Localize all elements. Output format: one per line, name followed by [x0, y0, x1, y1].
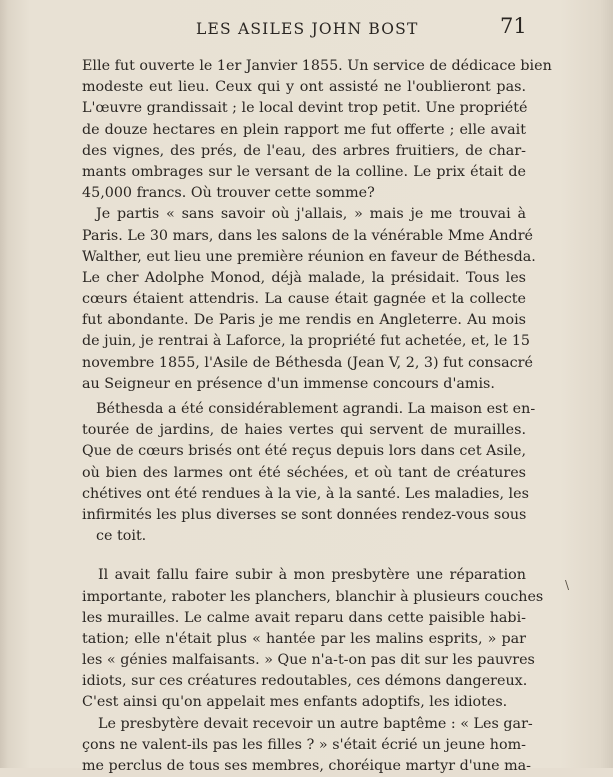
text-line: tourée de jardins, de haies vertes qui servent de murailles. [82, 422, 526, 439]
text-line: cœurs étaient attendris. La cause était gagnée et la collecte [82, 291, 526, 308]
text-line: Le presbytère devait recevoir un autre baptême : « Les gar- [98, 715, 533, 732]
body-text [82, 56, 552, 777]
text-line: les « génies malfaisants. » Que n'a-t-on pas dit sur les pauvres [82, 652, 535, 669]
text-line: ce toit. [96, 528, 147, 545]
text-line: çons ne valent-ils pas les filles ? » s'était écrié un jeune hom- [82, 736, 526, 753]
text-line: L'œuvre grandissait ; le local devint trop petit. Une propriété [82, 100, 528, 117]
text-line: C'est ainsi qu'on appelait mes enfants adoptifs, les idiotes. [82, 694, 508, 711]
text-line: les murailles. Le calme avait reparu dans cette paisible habi- [82, 609, 526, 626]
paragraph-4 [82, 565, 544, 713]
paragraph-5 [82, 714, 533, 777]
section-gap [82, 547, 526, 565]
text-line: chétives ont été rendues à la vie, à la santé. Les maladies, les [82, 485, 529, 502]
text-line: idiots, sur ces créatures redoutables, ces démons dangereux. [82, 673, 528, 690]
text-line: novembre 1855, l'Asile de Béthesda (Jean V, 2, 3) fut consacré [82, 354, 533, 371]
text-line: où bien des larmes ont été séchées, et où tant de créatures [82, 464, 526, 481]
text-line: importante, raboter les planchers, blanchir à plusieurs couches [82, 588, 544, 605]
text-line: Il avait fallu faire subir à mon presbytère une réparation [98, 567, 526, 584]
text-line: 45,000 francs. Où trouver cette somme? [82, 185, 375, 202]
text-line: modeste eut lieu. Ceux qui y ont assisté ne l'oublieront pas. [82, 79, 526, 96]
text-line: mants ombrages sur le versant de la colline. Le prix était de [82, 163, 526, 180]
text-line: infirmités les plus diverses se sont données rendez-vous sous [82, 506, 527, 523]
paragraph-1 [82, 56, 552, 204]
paragraph-3 [82, 399, 536, 547]
text-line: Le cher Adolphe Monod, déjà malade, la présidait. Tous les [82, 269, 526, 286]
text-line: Elle fut ouverte le 1er Janvier 1855. Un service de dédicace bien [82, 58, 552, 74]
running-head-title: LES ASILES JOHN BOST [196, 20, 419, 38]
text-line: tation; elle n'était plus « hantée par les malins esprits, » par [82, 630, 526, 647]
text-line: Que de cœurs brisés ont été reçus depuis lors dans cet Asile, [82, 443, 526, 460]
page-number: 71 [500, 14, 527, 38]
paragraph-2 [82, 204, 536, 395]
text-line: Paris. Le 30 mars, dans les salons de la vénérable Mme André [82, 227, 533, 244]
running-head [0, 14, 613, 42]
text-line: au Seigneur en présence d'un immense concours d'amis. [82, 375, 495, 392]
margin-pencil-mark: \ [565, 578, 570, 592]
text-line: fut abondante. De Paris je me rendis en Angleterre. Au mois [82, 312, 526, 329]
text-line: des vignes, des prés, de l'eau, des arbres fruitiers, de char- [82, 142, 526, 159]
text-line: Je partis « sans savoir où j'allais, » mais je me trouvai à [96, 206, 526, 223]
text-line: de douze hectares en plein rapport me fut offerte ; elle avait [82, 121, 526, 138]
text-line: de juin, je rentrai à Laforce, la propriété fut achetée, et, le 15 [82, 333, 531, 350]
text-line: Béthesda a été considérablement agrandi. La maison est en- [96, 401, 536, 417]
text-line: Walther, eut lieu une première réunion en faveur de Béthesda. [82, 248, 536, 265]
text-line: me perclus de tous ses membres, choréique martyr d'une ma- [82, 758, 531, 774]
